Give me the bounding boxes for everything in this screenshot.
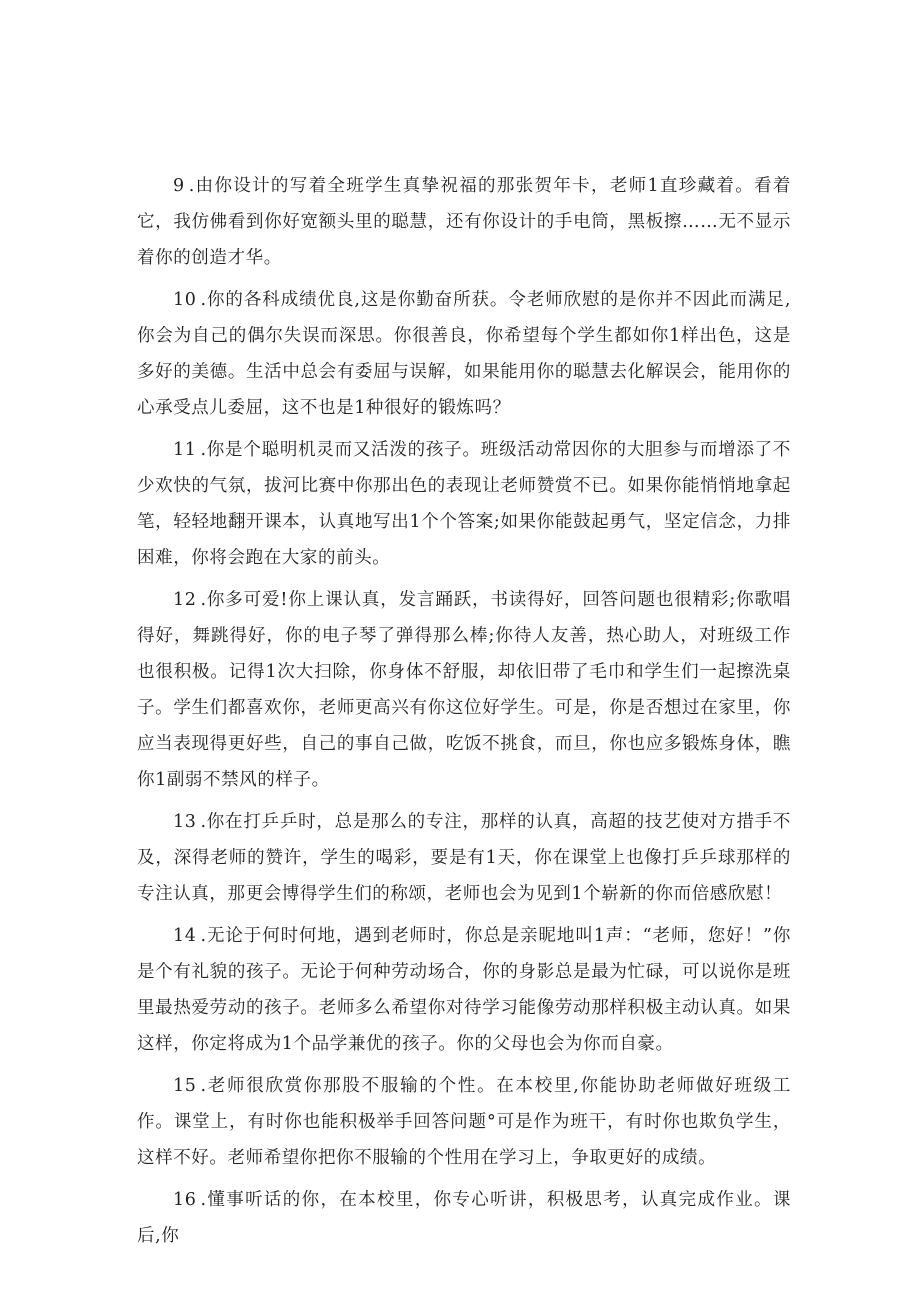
paragraph-15 [137,1068,791,1176]
paragraph-text: .你在打乒乒时，总是那么的专注，那样的认真，高超的技艺使对方措手不及，深得老师的赞许，学生的喝彩，要是有1天，你在课堂上也像打乒乒球那样的专注认真，那更会博得学生们的称颂，老师也会为见到1个崭新的你而倍感欣慰！ [137,812,791,904]
paragraph-text: .懂事听话的你，在本校里，你专心听讲，积极思考，认真完成作业。课后,你 [137,1190,791,1246]
document-body [137,168,791,1260]
paragraph-text: .你是个聪明机灵而又活泼的孩子。班级活动常因你的大胆参与而增添了不少欢快的气氛，拔河比赛中你那出色的表现让老师赞赏不已。如果你能悄悄地拿起笔，轻轻地翻开课本，认真地写出1个个答案;如果你能鼓起勇气，坚定信念，力排困难，你将会跑在大家的前头。 [137,440,791,568]
paragraph-11 [137,432,791,576]
paragraph-number: 11 [173,440,197,460]
paragraph-14 [137,918,791,1062]
paragraph-text: .老师很欣赏你那股不服输的个性。在本校里,你能协助老师做好班级工作。课堂上，有时你也能积极举手回答问题°可是作为班干，有时你也欺负学生，这样不好。老师希望你把你不服输的个性用在学习上，争取更好的成绩。 [137,1076,791,1168]
paragraph-text: .无论于何时何地，遇到老师时，你总是亲昵地叫1声：“老师，您好！”你是个有礼貌的孩子。无论于何种劳动场合，你的身影总是最为忙碌，可以说你是班里最热爱劳动的孩子。老师多么希望你对待学习能像劳动那样积极主动认真。如果这样，你定将成为1个品学兼优的孩子。你的父母也会为你而自豪。 [137,926,791,1054]
paragraph-16 [137,1182,791,1254]
paragraph-number: 10 [173,290,197,310]
paragraph-text: .你的各科成绩优良,这是你勤奋所获。令老师欣慰的是你并不因此而满足,你会为自己的偶尔失误而深思。你很善良，你希望每个学生都如你1样出色，这是多好的美德。生活中总会有委屈与误解，如果能用你的聪慧去化解误会，能用你的心承受点儿委屈，这不也是1种很好的锻炼吗？ [137,290,791,418]
paragraph-12 [137,582,791,798]
paragraph-number: 15 [173,1076,197,1096]
paragraph-number: 16 [173,1190,197,1210]
paragraph-text: .由你设计的写着全班学生真挚祝福的那张贺年卡，老师1直珍藏着。看着它，我仿佛看到你好宽额头里的聪慧，还有你设计的手电筒，黑板擦……无不显示着你的创造才华。 [137,176,791,268]
paragraph-number: 14 [173,926,197,946]
paragraph-10 [137,282,791,426]
paragraph-number: 13 [173,812,197,832]
paragraph-13 [137,804,791,912]
paragraph-text: .你多可爱!你上课认真，发言踊跃，书读得好，回答问题也很精彩;你歌唱得好，舞跳得好，你的电子琴了弹得那么棒;你待人友善，热心助人，对班级工作也很积极。记得1次大扫除，你身体不舒服，却依旧带了毛巾和学生们一起擦洗桌子。学生们都喜欢你，老师更高兴有你这位好学生。可是，你是否想过在家里，你应当表现得更好些，自己的事自己做，吃饭不挑食，而旦，你也应多锻炼身体，瞧你1副弱不禁风的样子。 [137,590,791,790]
paragraph-9 [137,168,791,276]
paragraph-number: 9 [173,176,185,196]
paragraph-number: 12 [173,590,197,610]
